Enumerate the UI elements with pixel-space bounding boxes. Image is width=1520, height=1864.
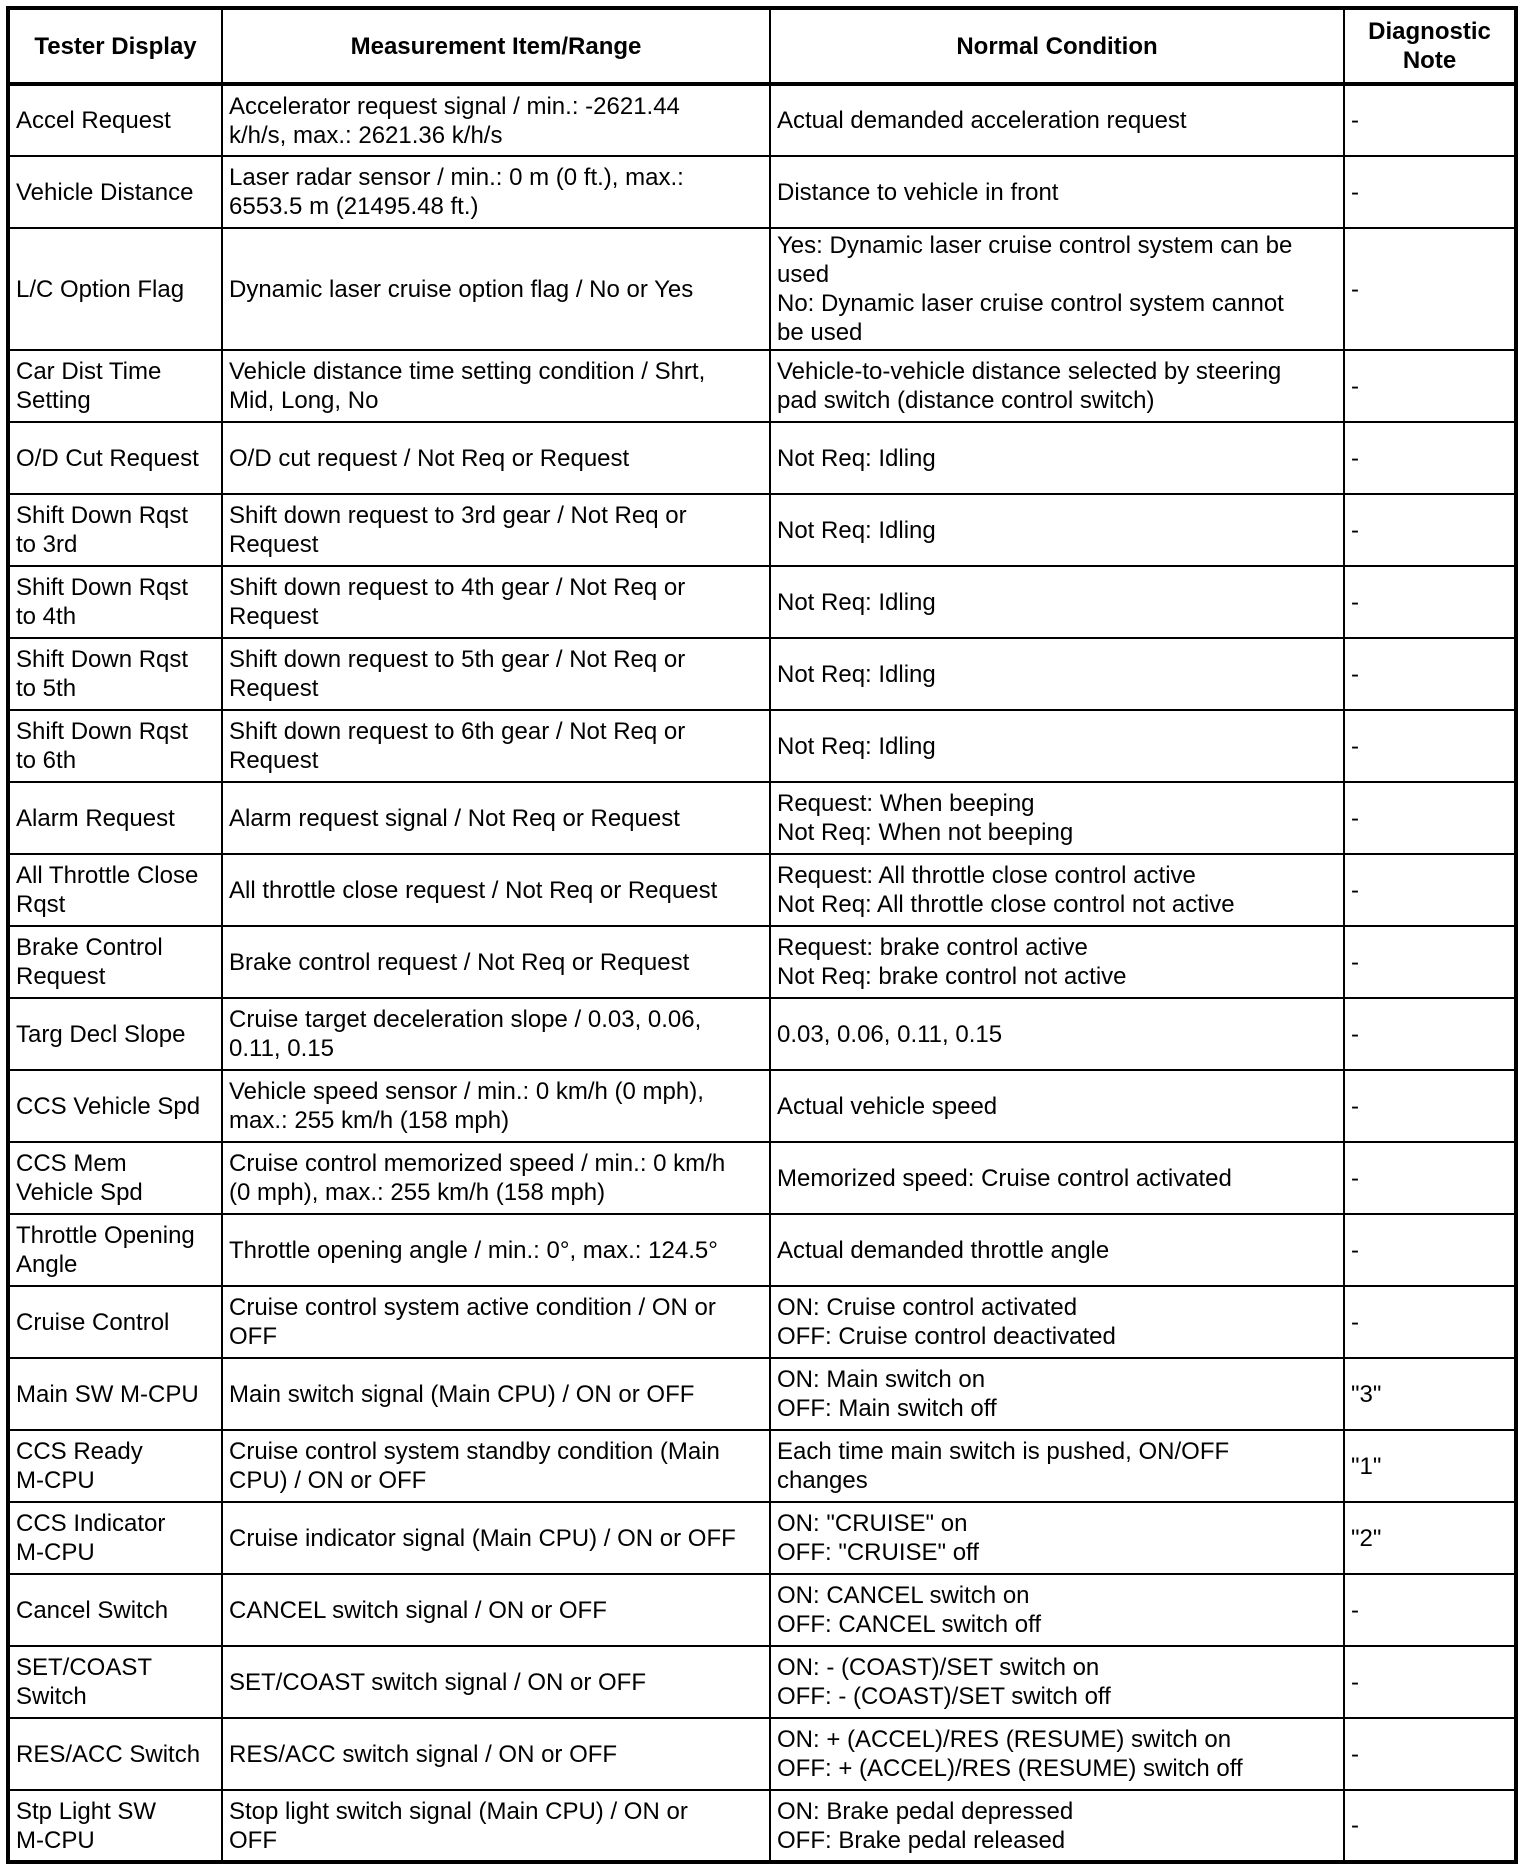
cell-tester-display: Targ Decl Slope [8, 998, 222, 1070]
table-row [8, 1718, 1516, 1790]
table-row [8, 422, 1516, 494]
cell-diagnostic-note: - [1344, 1214, 1516, 1286]
cell-diagnostic-note: - [1344, 710, 1516, 782]
table-row [8, 84, 1516, 156]
table-row [8, 782, 1516, 854]
cell-diagnostic-note: - [1344, 156, 1516, 228]
header-measurement-item: Measurement Item/Range [222, 8, 770, 84]
cell-measurement-item: Brake control request / Not Req or Request [222, 926, 770, 998]
table-row [8, 1358, 1516, 1430]
table-row [8, 1502, 1516, 1574]
table-row [8, 998, 1516, 1070]
cell-tester-display: Shift Down Rqst to 5th [8, 638, 222, 710]
cell-normal-condition: Not Req: Idling [770, 638, 1344, 710]
cell-normal-condition: ON: - (COAST)/SET switch on OFF: - (COAST)/SET switch off [770, 1646, 1344, 1718]
cell-tester-display: Car Dist Time Setting [8, 350, 222, 422]
cell-diagnostic-note: - [1344, 1070, 1516, 1142]
cell-diagnostic-note: - [1344, 1718, 1516, 1790]
cell-tester-display: Brake Control Request [8, 926, 222, 998]
cell-measurement-item: Alarm request signal / Not Req or Request [222, 782, 770, 854]
cell-diagnostic-note: - [1344, 1286, 1516, 1358]
table-header [8, 8, 1516, 84]
cell-tester-display: Throttle Opening Angle [8, 1214, 222, 1286]
cell-diagnostic-note: - [1344, 854, 1516, 926]
table-row [8, 1574, 1516, 1646]
cell-tester-display: Cancel Switch [8, 1574, 222, 1646]
cell-tester-display: Main SW M-CPU [8, 1358, 222, 1430]
cell-diagnostic-note: "1" [1344, 1430, 1516, 1502]
cell-tester-display: CCS Indicator M-CPU [8, 1502, 222, 1574]
cell-normal-condition: Request: brake control active Not Req: brake control not active [770, 926, 1344, 998]
cell-measurement-item: Vehicle distance time setting condition / Shrt, Mid, Long, No [222, 350, 770, 422]
table-row [8, 638, 1516, 710]
cell-measurement-item: Vehicle speed sensor / min.: 0 km/h (0 mph), max.: 255 km/h (158 mph) [222, 1070, 770, 1142]
cell-normal-condition: Vehicle-to-vehicle distance selected by steering pad switch (distance control switch) [770, 350, 1344, 422]
cell-normal-condition: Actual demanded acceleration request [770, 84, 1344, 156]
cell-normal-condition: Request: When beeping Not Req: When not beeping [770, 782, 1344, 854]
cell-normal-condition: Distance to vehicle in front [770, 156, 1344, 228]
cell-tester-display: Shift Down Rqst to 3rd [8, 494, 222, 566]
cell-normal-condition: Not Req: Idling [770, 566, 1344, 638]
cell-measurement-item: Main switch signal (Main CPU) / ON or OFF [222, 1358, 770, 1430]
cell-measurement-item: Accelerator request signal / min.: -2621.44 k/h/s, max.: 2621.36 k/h/s [222, 84, 770, 156]
cell-diagnostic-note: - [1344, 638, 1516, 710]
cell-tester-display: Shift Down Rqst to 6th [8, 710, 222, 782]
cell-normal-condition: Yes: Dynamic laser cruise control system can be used No: Dynamic laser cruise control system cannot be used [770, 228, 1344, 350]
cell-measurement-item: Cruise indicator signal (Main CPU) / ON or OFF [222, 1502, 770, 1574]
table-row [8, 1070, 1516, 1142]
cell-measurement-item: Cruise control memorized speed / min.: 0 km/h (0 mph), max.: 255 km/h (158 mph) [222, 1142, 770, 1214]
table-row [8, 156, 1516, 228]
cell-normal-condition: Request: All throttle close control active Not Req: All throttle close control not active [770, 854, 1344, 926]
cell-normal-condition: ON: Brake pedal depressed OFF: Brake pedal released [770, 1790, 1344, 1862]
cell-normal-condition: ON: Main switch on OFF: Main switch off [770, 1358, 1344, 1430]
cell-tester-display: SET/COAST Switch [8, 1646, 222, 1718]
cell-tester-display: O/D Cut Request [8, 422, 222, 494]
cell-normal-condition: ON: "CRUISE" on OFF: "CRUISE" off [770, 1502, 1344, 1574]
cell-diagnostic-note: - [1344, 1646, 1516, 1718]
cell-diagnostic-note: - [1344, 422, 1516, 494]
table-row [8, 350, 1516, 422]
header-diagnostic-note: Diagnostic Note [1344, 8, 1516, 84]
table-row [8, 1286, 1516, 1358]
table-row [8, 494, 1516, 566]
cell-measurement-item: Dynamic laser cruise option flag / No or Yes [222, 228, 770, 350]
table-row [8, 1214, 1516, 1286]
cell-measurement-item: Throttle opening angle / min.: 0°, max.: 124.5° [222, 1214, 770, 1286]
cell-tester-display: CCS Mem Vehicle Spd [8, 1142, 222, 1214]
cell-diagnostic-note: - [1344, 228, 1516, 350]
table-row [8, 854, 1516, 926]
cell-measurement-item: O/D cut request / Not Req or Request [222, 422, 770, 494]
cell-measurement-item: Cruise target deceleration slope / 0.03, 0.06, 0.11, 0.15 [222, 998, 770, 1070]
header-tester-display: Tester Display [8, 8, 222, 84]
cell-measurement-item: Laser radar sensor / min.: 0 m (0 ft.), max.: 6553.5 m (21495.48 ft.) [222, 156, 770, 228]
cell-diagnostic-note: - [1344, 566, 1516, 638]
cell-tester-display: RES/ACC Switch [8, 1718, 222, 1790]
header-row [8, 8, 1516, 84]
cell-normal-condition: Not Req: Idling [770, 494, 1344, 566]
table-row [8, 926, 1516, 998]
cell-diagnostic-note: - [1344, 350, 1516, 422]
cell-normal-condition: Actual demanded throttle angle [770, 1214, 1344, 1286]
cell-diagnostic-note: - [1344, 1142, 1516, 1214]
cell-diagnostic-note: - [1344, 1790, 1516, 1862]
table-row [8, 228, 1516, 350]
table-row [8, 1646, 1516, 1718]
cell-tester-display: Cruise Control [8, 1286, 222, 1358]
table-body [8, 84, 1516, 1862]
cell-diagnostic-note: - [1344, 84, 1516, 156]
cell-measurement-item: Shift down request to 5th gear / Not Req or Request [222, 638, 770, 710]
cell-tester-display: Shift Down Rqst to 4th [8, 566, 222, 638]
cell-normal-condition: Each time main switch is pushed, ON/OFF changes [770, 1430, 1344, 1502]
cell-normal-condition: 0.03, 0.06, 0.11, 0.15 [770, 998, 1344, 1070]
cell-tester-display: All Throttle Close Rqst [8, 854, 222, 926]
cell-measurement-item: CANCEL switch signal / ON or OFF [222, 1574, 770, 1646]
cell-measurement-item: Shift down request to 4th gear / Not Req or Request [222, 566, 770, 638]
cell-measurement-item: RES/ACC switch signal / ON or OFF [222, 1718, 770, 1790]
cell-diagnostic-note: "2" [1344, 1502, 1516, 1574]
cell-tester-display: CCS Vehicle Spd [8, 1070, 222, 1142]
cell-tester-display: Alarm Request [8, 782, 222, 854]
table-row [8, 566, 1516, 638]
cell-normal-condition: ON: Cruise control activated OFF: Cruise control deactivated [770, 1286, 1344, 1358]
table-row [8, 1142, 1516, 1214]
cell-tester-display: Accel Request [8, 84, 222, 156]
cell-diagnostic-note: - [1344, 1574, 1516, 1646]
cell-measurement-item: Stop light switch signal (Main CPU) / ON or OFF [222, 1790, 770, 1862]
cell-diagnostic-note: - [1344, 998, 1516, 1070]
cell-normal-condition: Not Req: Idling [770, 422, 1344, 494]
table-row [8, 1790, 1516, 1862]
cell-diagnostic-note: - [1344, 926, 1516, 998]
cell-tester-display: Vehicle Distance [8, 156, 222, 228]
cell-normal-condition: Memorized speed: Cruise control activated [770, 1142, 1344, 1214]
cell-measurement-item: All throttle close request / Not Req or Request [222, 854, 770, 926]
cell-measurement-item: Cruise control system standby condition (Main CPU) / ON or OFF [222, 1430, 770, 1502]
cell-normal-condition: ON: CANCEL switch on OFF: CANCEL switch off [770, 1574, 1344, 1646]
cell-normal-condition: ON: + (ACCEL)/RES (RESUME) switch on OFF: + (ACCEL)/RES (RESUME) switch off [770, 1718, 1344, 1790]
cell-normal-condition: Actual vehicle speed [770, 1070, 1344, 1142]
cell-diagnostic-note: - [1344, 782, 1516, 854]
cell-tester-display: CCS Ready M-CPU [8, 1430, 222, 1502]
cell-tester-display: L/C Option Flag [8, 228, 222, 350]
cell-measurement-item: SET/COAST switch signal / ON or OFF [222, 1646, 770, 1718]
cell-measurement-item: Shift down request to 6th gear / Not Req or Request [222, 710, 770, 782]
cell-normal-condition: Not Req: Idling [770, 710, 1344, 782]
data-monitor-table [6, 6, 1518, 1864]
table-row [8, 710, 1516, 782]
table-row [8, 1430, 1516, 1502]
cell-measurement-item: Shift down request to 3rd gear / Not Req or Request [222, 494, 770, 566]
cell-tester-display: Stp Light SW M-CPU [8, 1790, 222, 1862]
cell-measurement-item: Cruise control system active condition / ON or OFF [222, 1286, 770, 1358]
header-normal-condition: Normal Condition [770, 8, 1344, 84]
cell-diagnostic-note: - [1344, 494, 1516, 566]
cell-diagnostic-note: "3" [1344, 1358, 1516, 1430]
